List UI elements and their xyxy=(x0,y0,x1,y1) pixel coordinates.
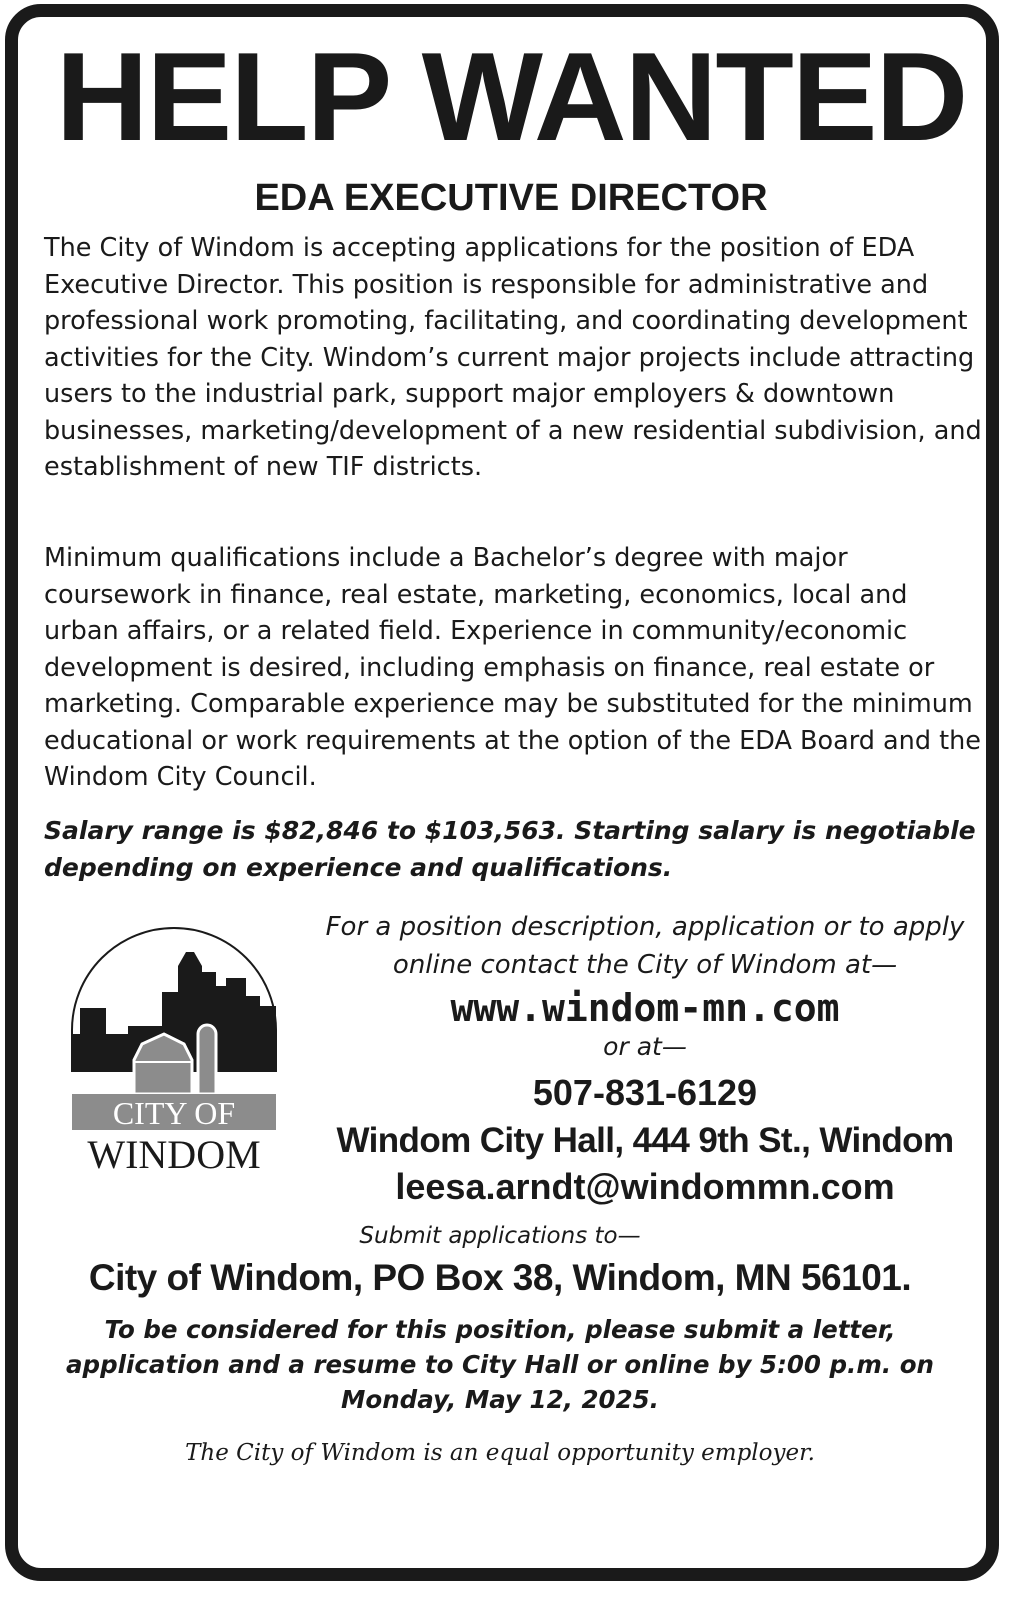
headline: HELP WANTED xyxy=(55,26,967,167)
logo-line-1: CITY OF xyxy=(112,1095,236,1131)
logo-line-2: WINDOM xyxy=(87,1132,261,1177)
website-link[interactable]: www.windom-mn.com xyxy=(450,986,840,1030)
deadline-text: To be considered for this position, please submit a letter, application and a resume to City Hall or online by 5:00 p.m. on Monday, May 12, 2025. xyxy=(66,1315,934,1414)
mailing-address: City of Windom, PO Box 38, Windom, MN 56101. xyxy=(88,1257,912,1298)
or-at-text: or at— xyxy=(603,1032,687,1061)
salary-text: Salary range is $82,846 to $103,563. Starting salary is negotiable depending on experience and qualifications. xyxy=(44,816,976,882)
submit-label: Submit applications to— xyxy=(359,1223,641,1249)
qualifications-paragraph: Minimum qualifications include a Bachelor’s degree with major coursework in finance, real estate, marketing, economics, local and urban affairs, or a related field. Experience in community/economic development is desired, including emphasis on finance, real estate or marketing. Comparable experience may be substituted for the minimum educational or work requirements at the option of the EDA Board and the Windom City Council. xyxy=(44,543,981,792)
phone-number: 507-831-6129 xyxy=(532,1072,758,1113)
position-title: EDA EXECUTIVE DIRECTOR xyxy=(254,177,768,219)
email-link[interactable]: leesa.arndt@windommn.com xyxy=(395,1166,895,1207)
description-paragraph: The City of Windom is accepting applications for the position of EDA Executive Director. This position is responsible for administrative and professional work promoting, facilitating, and coordinating development activities for the City. Windom’s current major projects include attracting users to the industrial park, support major employers & downtown businesses, marketing/development of a new residential subdivision, and establishment of new TIF districts. xyxy=(44,233,982,482)
equal-opportunity-statement: The City of Windom is an equal opportunity employer. xyxy=(185,1440,815,1466)
contact-intro: For a position description, application or to apply online contact the City of Windom at— xyxy=(325,912,965,980)
city-of-windom-logo xyxy=(66,922,282,1178)
city-hall-address: Windom City Hall, 444 9th St., Windom xyxy=(336,1121,954,1160)
